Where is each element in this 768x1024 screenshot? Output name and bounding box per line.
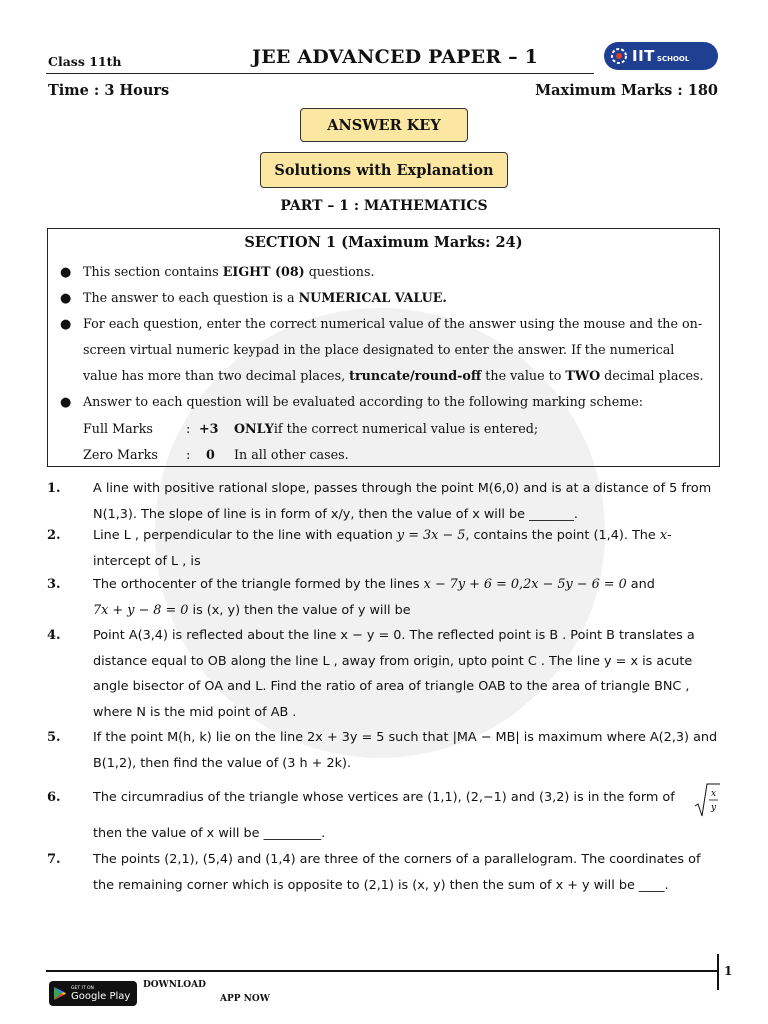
section-instructions-box (47, 228, 720, 467)
math-expression: y = 3x − 5 (396, 528, 466, 543)
question-text: then the value of x will be _________. (93, 826, 326, 841)
bullet-icon: ● (60, 395, 72, 410)
question-number: 6. (47, 790, 61, 805)
iit-school-logo (604, 42, 718, 70)
class-label: Class 11th (48, 54, 122, 69)
question-text-part: -intercept of L , is (93, 528, 672, 569)
question-text-part: , contains the point (1,4). The (465, 528, 660, 543)
question-number: 5. (47, 730, 61, 745)
question-number: 3. (47, 577, 61, 592)
google-play-text (71, 986, 130, 1002)
math-expression: 7x + y − 8 = 0 (93, 602, 189, 618)
full-marks-label: Full Marks (83, 421, 153, 436)
question-text (93, 523, 723, 574)
bullet-icon: ● (60, 317, 72, 332)
fraction-numerator: x (710, 789, 717, 799)
full-marks-text: if the correct numerical value is entered; (273, 421, 539, 436)
google-play-label: Google Play (71, 990, 131, 1002)
full-marks-colon: : (186, 421, 191, 436)
sqrt-fraction (694, 782, 720, 818)
instruction-2-text: The answer to each question is a (83, 290, 299, 305)
page-number: 1 (724, 964, 733, 978)
google-play-icon (53, 986, 67, 1001)
question-text-part: Line L , perpendicular to the line with equation (93, 528, 397, 543)
bullet-icon: ● (60, 291, 72, 306)
solutions-banner: Solutions with Explanation (260, 152, 508, 188)
instruction-1-text: This section contains (83, 264, 223, 279)
question-text: Point A(3,4) is reflected about the line x − y = 0. The reflected point is B . Point B translates a distance equal to OB along the line L , away from origin, upto point C . The line y = x is acute angle bisector of OA and L. Find the ratio of area of triangle OAB to the area of triangle BNC , where N is the mid point of AB . (93, 628, 695, 720)
question-number: 2. (47, 528, 61, 543)
footer-divider (46, 970, 719, 972)
download-label: DOWNLOAD (143, 980, 206, 990)
logo-text: IIT (632, 47, 655, 65)
zero-marks-desc: In all other cases. (234, 447, 349, 462)
instruction-2-bold: NUMERICAL VALUE. (298, 290, 447, 305)
instruction-1 (83, 259, 711, 285)
instruction-3-bold-1: truncate/round-off (349, 368, 482, 383)
math-expression: x − 7y + 6 = 0,2x − 5y − 6 = 0 (423, 577, 627, 592)
instruction-1-tail: questions. (304, 264, 375, 279)
instruction-1-bold: EIGHT (08) (222, 264, 305, 279)
question-text: The points (2,1), (5,4) and (1,4) are three of the corners of a parallelogram. The coordinates of the remaining corner which is opposite to (2,1) is (x, y) then the sum of x + y will be ____. (93, 852, 701, 893)
question-number: 1. (47, 481, 61, 496)
instruction-3-bold-2: TWO (565, 368, 601, 383)
math-expression: x (659, 528, 668, 543)
instruction-3-mid: the value to (481, 368, 566, 383)
zero-marks-colon: : (186, 447, 191, 462)
header-divider (46, 73, 594, 74)
logo-subtext: SCHOOL (656, 54, 690, 63)
section-title: SECTION 1 (Maximum Marks: 24) (244, 234, 523, 251)
logo-emblem-icon (610, 47, 628, 65)
full-marks-only: ONLY (234, 421, 274, 436)
paper-title: JEE ADVANCED PAPER – 1 (252, 46, 539, 68)
google-play-badge[interactable] (49, 981, 137, 1006)
question-text: If the point M(h, k) lie on the line 2x + 3y = 5 such that |MA − MB| is maximum where A(2,3) and B(1,2), then find the value of (3 h + 2k). (93, 730, 718, 771)
question-number: 7. (47, 852, 61, 867)
zero-marks-value: 0 (206, 447, 215, 462)
time-label: Time : 3 Hours (48, 82, 170, 99)
answer-key-banner: ANSWER KEY (300, 108, 468, 142)
fraction-denominator: y (710, 803, 717, 813)
google-play-small-text: GET IT ON (71, 985, 94, 991)
full-marks-desc (234, 421, 539, 436)
app-now-label: APP NOW (220, 994, 270, 1004)
bullet-icon: ● (60, 265, 72, 280)
question-text-part: The orthocenter of the triangle formed by the lines (93, 577, 424, 592)
question-text-part: and (626, 577, 655, 592)
sqrt-symbol-icon (694, 782, 720, 818)
maximum-marks-label: Maximum Marks : 180 (535, 82, 718, 99)
full-marks-value: +3 (199, 421, 219, 436)
instruction-4: Answer to each question will be evaluated according to the following marking scheme: (83, 394, 644, 409)
instruction-3-tail: decimal places. (600, 368, 704, 383)
question-text-part: is (x, y) then the value of y will be (188, 602, 411, 618)
question-text: The circumradius of the triangle whose vertices are (1,1), (2,−1) and (3,2) is in the form of (93, 790, 675, 805)
footer-tick (717, 954, 719, 990)
instruction-3-text: For each question, enter the correct numerical value of the answer using the mouse and the on-screen virtual numeric keypad in the place designated to enter the answer. If the numerical value has more than two decimal places, (83, 316, 703, 383)
instruction-2 (83, 285, 711, 311)
question-text (93, 572, 723, 623)
zero-marks-label: Zero Marks (83, 447, 158, 462)
question-text: A line with positive rational slope, passes through the point M(6,0) and is at a distance of 5 from N(1,3). The slope of line is in form of x/y, then the value of x will be _______. (93, 481, 712, 522)
part-title: PART – 1 : MATHEMATICS (280, 198, 488, 214)
instruction-3 (83, 311, 711, 389)
question-number: 4. (47, 628, 61, 643)
